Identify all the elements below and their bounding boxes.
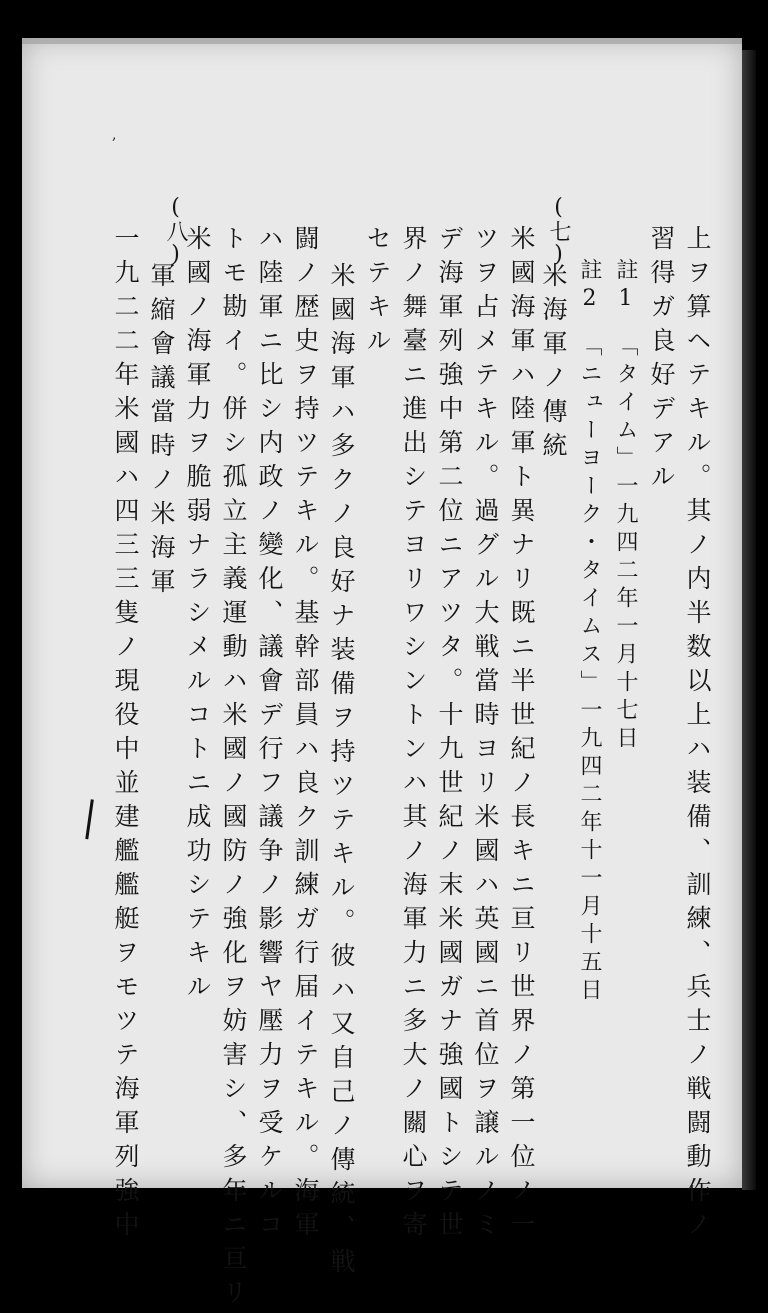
text-column-9: セテキル	[363, 225, 392, 361]
text-column-1: 上ヲ算ヘテキル。其ノ内半数以上ハ装備、訓練、兵士ノ戦闘動作ノ	[683, 225, 712, 1245]
text-column-7: デ海軍列強中第二位ニアツタ。十九世紀ノ末米國ガナ強國トシテ世	[435, 225, 464, 1245]
text-column-5: 米國海軍ハ陸軍ト異ナリ既ニ半世紀ノ長キニ亘リ世界ノ第一位ノ一	[507, 225, 536, 1245]
page-top-edge	[22, 38, 742, 44]
text-column-8: 界ノ舞臺ニ進出シテヨリワシントンハ其ノ海軍力ニ多大ノ關心ヲ寄	[399, 225, 428, 1245]
section-heading-7: 米海軍ノ傳統	[539, 262, 568, 466]
text-column-13: トモ勘イ。併シ孤立主義運動ハ米國ノ國防ノ強化ヲ妨害シ、多年ニ亘リ	[219, 225, 248, 1313]
text-column-14: 米國ノ海軍力ヲ脆弱ナラシメルコトニ成功シテキル	[183, 225, 212, 1007]
text-column-11: 闘ノ歴史ヲ持ツテキル。基幹部員ハ良ク訓練ガ行届イテキル。海軍	[291, 225, 320, 1245]
text-column-note-2: 註2 「ニューヨーク・タイムス」一九四二年十一月十五日	[577, 258, 602, 1006]
text-column-12: ハ陸軍ニ比シ内政ノ變化、議會デ行フ議争ノ影響ヤ壓力ヲ受ケルコ	[255, 225, 284, 1245]
text-column-2: 習得ガ良好デアル	[647, 225, 676, 497]
text-column-note-1: 註1 「タイム」一九四二年一月十七日	[613, 258, 638, 754]
section-heading-8: 軍縮會議當時ノ米海軍	[147, 262, 176, 602]
text-column-10: 米國海軍ハ多クノ良好ナ装備ヲ持ツテキル。彼ハ又自己ノ傳統、戦	[327, 262, 356, 1282]
page-binding-edge	[742, 50, 756, 1190]
text-column-16: 一九二二年米國ハ四三三隻ノ現役中並建艦艦艇ヲモツテ海軍列強中	[111, 225, 140, 1245]
section-number-8: (八)	[163, 195, 188, 267]
text-column-6: ツヲ占メテキル。過グル大戦當時ヨリ米國ハ英國ニ首位ヲ譲ルノミ	[471, 225, 500, 1245]
section-number-7: (七)	[546, 195, 571, 267]
stray-ink-mark: ,	[112, 127, 117, 143]
